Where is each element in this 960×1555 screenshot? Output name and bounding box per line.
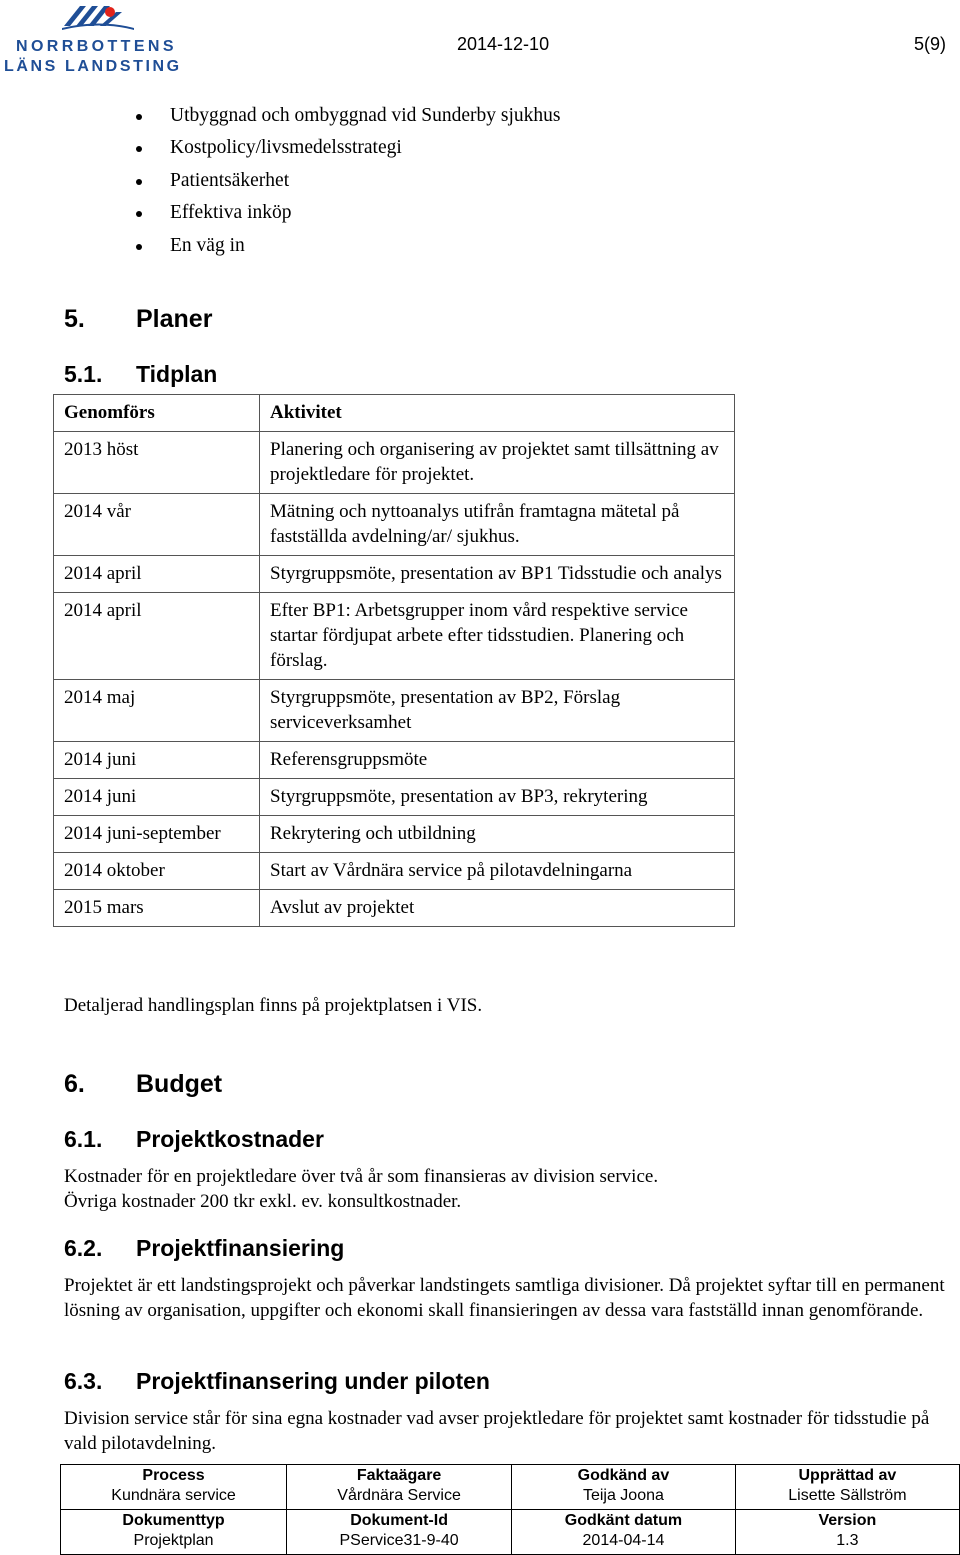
- heading-title: Planer: [136, 305, 213, 333]
- heading-projektfinansiering: [64, 1235, 344, 1262]
- document-metadata-table: [60, 1464, 960, 1555]
- metadata-label: Version: [818, 1512, 877, 1529]
- list-item: Utbyggnad och ombyggnad vid Sunderby sjukhus: [136, 102, 561, 134]
- table-row: [54, 742, 735, 779]
- heading-number: 6.1.: [64, 1126, 103, 1152]
- metadata-cell: [735, 1510, 959, 1555]
- logo-line2: LÄNS LANDSTING: [4, 58, 182, 74]
- table-cell-when: 2014 vår: [54, 494, 260, 556]
- table-cell-activity: Styrgruppsmöte, presentation av BP2, Förslag serviceverksamhet: [260, 680, 735, 742]
- metadata-cell: [287, 1465, 512, 1510]
- landsting-logo: [2, 2, 192, 74]
- table-cell-activity: Referensgruppsmöte: [260, 742, 735, 779]
- metadata-label: Godkänt datum: [564, 1512, 683, 1529]
- costs-line: Övriga kostnader 200 tkr exkl. ev. konsultkostnader.: [64, 1190, 462, 1212]
- metadata-cell: [61, 1510, 287, 1555]
- detail-plan-note: Detaljerad handlingsplan finns på projektplatsen i VIS.: [64, 995, 483, 1016]
- table-row: [54, 494, 735, 556]
- heading-title: Projektfinansering under piloten: [136, 1368, 490, 1394]
- heading-number: 5.1.: [64, 361, 103, 387]
- financing-paragraph: Projektet är ett landstingsprojekt och påverkar landstingets samtliga divisioner. Då projektet syftar till en permanent lösning av organisation, uppgifter och ekonomi skall finansieringen av dessa vara fastställd innan genomförande.: [64, 1275, 945, 1321]
- table-cell-when: 2014 oktober: [54, 853, 260, 890]
- table-row: [54, 779, 735, 816]
- column-header-when: Genomförs: [54, 395, 260, 432]
- table-cell-when: 2014 juni: [54, 742, 260, 779]
- heading-tidplan: [64, 361, 217, 388]
- metadata-cell: [512, 1510, 736, 1555]
- metadata-cell: [61, 1465, 287, 1510]
- heading-number: 6.: [64, 1070, 85, 1098]
- table-row: [54, 593, 735, 680]
- metadata-value: 2014-04-14: [582, 1532, 665, 1549]
- table-cell-activity: Styrgruppsmöte, presentation av BP1 Tidsstudie och analys: [260, 556, 735, 593]
- metadata-label: Godkänd av: [577, 1467, 670, 1484]
- metadata-label: Process: [142, 1467, 205, 1484]
- table-cell-activity: Planering och organisering av projektet samt tillsättning av projektledare för projektet.: [260, 432, 735, 494]
- table-cell-activity: Start av Vårdnära service på pilotavdelningarna: [260, 853, 735, 890]
- table-row: [54, 816, 735, 853]
- metadata-value: Projektplan: [133, 1532, 214, 1549]
- heading-title: Tidplan: [136, 361, 218, 387]
- heading-title: Projektkostnader: [136, 1126, 324, 1152]
- metadata-cell: [287, 1510, 512, 1555]
- heading-number: 6.2.: [64, 1235, 103, 1261]
- table-cell-activity: Rekrytering och utbildning: [260, 816, 735, 853]
- metadata-cell: [735, 1465, 959, 1510]
- table-row: [54, 853, 735, 890]
- table-row: [61, 1510, 960, 1555]
- header-page-number: 5(9): [914, 34, 947, 54]
- costs-line: Kostnader för en projektledare över två år som finansieras av division service.: [64, 1166, 659, 1187]
- table-row: [54, 432, 735, 494]
- heading-planer: [64, 305, 212, 334]
- table-cell-activity: Avslut av projektet: [260, 890, 735, 927]
- metadata-value: Kundnära service: [111, 1487, 236, 1504]
- table-header-row: [54, 395, 735, 432]
- list-item: Kostpolicy/livsmedelsstrategi: [136, 134, 561, 166]
- table-cell-activity: Mätning och nyttoanalys utifrån framtagna mätetal på fastställda avdelning/ar/ sjukhus.: [260, 494, 735, 556]
- table-row: [61, 1465, 960, 1510]
- list-item: Effektiva inköp: [136, 199, 561, 231]
- table-cell-activity: Styrgruppsmöte, presentation av BP3, rekrytering: [260, 779, 735, 816]
- table-row: [54, 680, 735, 742]
- schedule-table: [53, 394, 735, 927]
- table-cell-when: 2014 april: [54, 556, 260, 593]
- metadata-value: Teija Joona: [582, 1487, 664, 1504]
- metadata-label: Dokument-Id: [350, 1512, 448, 1529]
- table-cell-when: 2014 juni: [54, 779, 260, 816]
- metadata-label: Faktaägare: [356, 1467, 442, 1484]
- list-item: Patientsäkerhet: [136, 167, 561, 199]
- heading-pilot-financing: [64, 1368, 490, 1395]
- heading-title: Projektfinansiering: [136, 1235, 345, 1261]
- priority-list: [136, 102, 561, 264]
- table-cell-when: 2015 mars: [54, 890, 260, 927]
- table-row: [54, 890, 735, 927]
- metadata-label: Upprättad av: [798, 1467, 897, 1484]
- pilot-financing-paragraph: Division service står för sina egna kostnader vad avser projektledare för projektet samt kostnader för tidsstudie på vald pilotavdelning.: [64, 1408, 930, 1454]
- logo-line1: NORRBOTTENS: [16, 38, 177, 55]
- table-row: [54, 556, 735, 593]
- table-cell-when: 2014 april: [54, 593, 260, 680]
- heading-budget: [64, 1070, 222, 1099]
- heading-number: 6.3.: [64, 1368, 103, 1394]
- metadata-value: Vårdnära Service: [337, 1487, 461, 1504]
- costs-paragraph: [64, 1165, 949, 1214]
- table-cell-when: 2014 juni-september: [54, 816, 260, 853]
- heading-number: 5.: [64, 305, 85, 333]
- metadata-value: 1.3: [836, 1532, 859, 1549]
- metadata-value: PService31-9-40: [339, 1532, 459, 1549]
- heading-title: Budget: [136, 1070, 223, 1098]
- logo-mark-icon: [2, 2, 192, 74]
- header-date: 2014-12-10: [457, 34, 550, 54]
- list-item: En väg in: [136, 232, 561, 264]
- table-cell-when: 2013 höst: [54, 432, 260, 494]
- metadata-cell: [512, 1465, 736, 1510]
- metadata-value: Lisette Sällström: [788, 1487, 907, 1504]
- table-cell-when: 2014 maj: [54, 680, 260, 742]
- table-cell-activity: Efter BP1: Arbetsgrupper inom vård respektive service startar fördjupat arbete efter tidsstudien. Planering och förslag.: [260, 593, 735, 680]
- metadata-label: Dokumenttyp: [122, 1512, 225, 1529]
- heading-projektkostnader: [64, 1126, 324, 1153]
- column-header-activity: Aktivitet: [260, 395, 735, 432]
